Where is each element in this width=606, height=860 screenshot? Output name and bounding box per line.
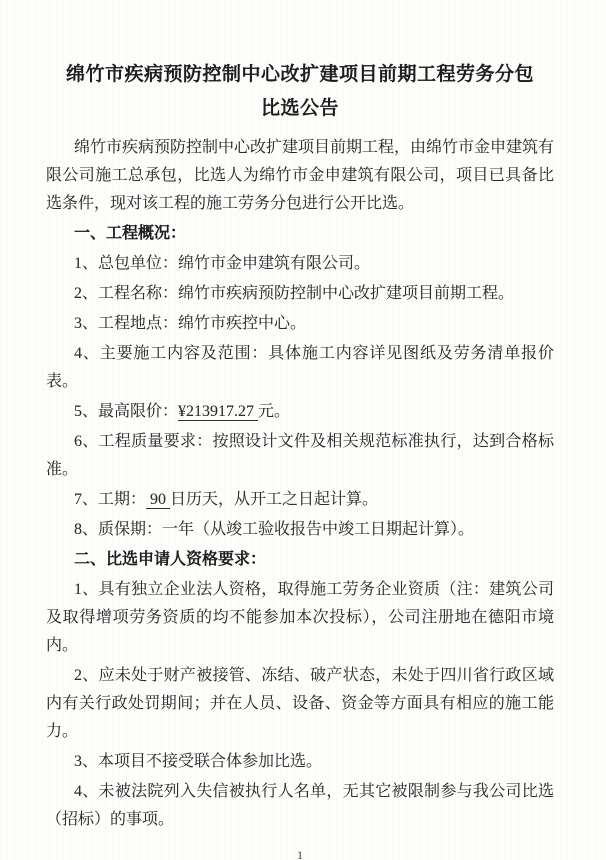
list-item: [46, 748, 554, 776]
list-item: [46, 428, 554, 484]
list-item: [46, 398, 554, 426]
item-text: 8、质保期：一年（从竣工验收报告中竣工日期起计算）。: [74, 521, 475, 538]
list-item: [46, 310, 554, 338]
section-2-heading: 二、比选申请人资格要求：: [74, 551, 267, 568]
list-item: [46, 280, 554, 308]
underlined-value: 90: [146, 491, 171, 508]
item-text: 4、未被法院列入失信被执行人名单，无其它被限制参与我公司比选（招标）的事项。: [46, 783, 554, 828]
item-text: 1、具有独立企业法人资格，取得施工劳务企业资质（注：建筑公司及取得增项劳务资质的均不能参加本次投标），公司注册地在德阳市境内。: [46, 581, 554, 654]
item-text: 日历天，从开工之日起计算。: [170, 491, 379, 508]
item-text: 4、主要施工内容及范围：具体施工内容详见图纸及劳务清单报价表。: [46, 345, 554, 390]
title-line-2: 比选公告: [260, 98, 339, 119]
item-text: 3、工程地点：绵竹市疾控中心。: [74, 315, 307, 332]
list-item: [46, 662, 554, 746]
item-text: 2、工程名称：绵竹市疾病预防控制中心改扩建项目前期工程。: [74, 285, 515, 302]
list-item: [46, 340, 554, 396]
underlined-value: ¥213917.27: [178, 403, 259, 420]
list-item: [46, 576, 554, 660]
item-text: 1、总包单位：绵竹市金申建筑有限公司。: [74, 255, 371, 272]
list-item: [46, 778, 554, 834]
list-item: [46, 250, 554, 278]
item-text: 元。: [258, 403, 291, 420]
document-title: [46, 58, 554, 126]
item-text: 2、应未处于财产被接管、冻结、破产状态，未处于四川省行政区域内有关行政处罚期间；并在人员、设备、资金等方面具有相应的施工能力。: [46, 667, 554, 740]
item-text: 3、本项目不接受联合体参加比选。: [74, 753, 323, 770]
list-item: [46, 486, 554, 514]
page-number: 1: [297, 848, 303, 860]
section-2-items: [46, 576, 554, 834]
item-text: 7、工期：: [74, 491, 147, 508]
title-line-1: 绵竹市疾病预防控制中心改扩建项目前期工程劳务分包: [65, 64, 534, 85]
item-text: 6、工程质量要求：按照设计文件及相关规范标准执行，达到合格标准。: [46, 433, 554, 478]
section-1-items: [46, 250, 554, 544]
list-item: [46, 516, 554, 544]
item-text: 5、最高限价：: [74, 403, 179, 420]
section-1-heading: 一、工程概况：: [74, 225, 187, 242]
intro-paragraph: 绵竹市疾病预防控制中心改扩建项目前期工程，由绵竹市金申建筑有限公司施工总承包，比选人为绵竹市金申建筑有限公司，项目已具备比选条件，现对该工程的施工劳务分包进行公开比选。: [46, 139, 555, 212]
